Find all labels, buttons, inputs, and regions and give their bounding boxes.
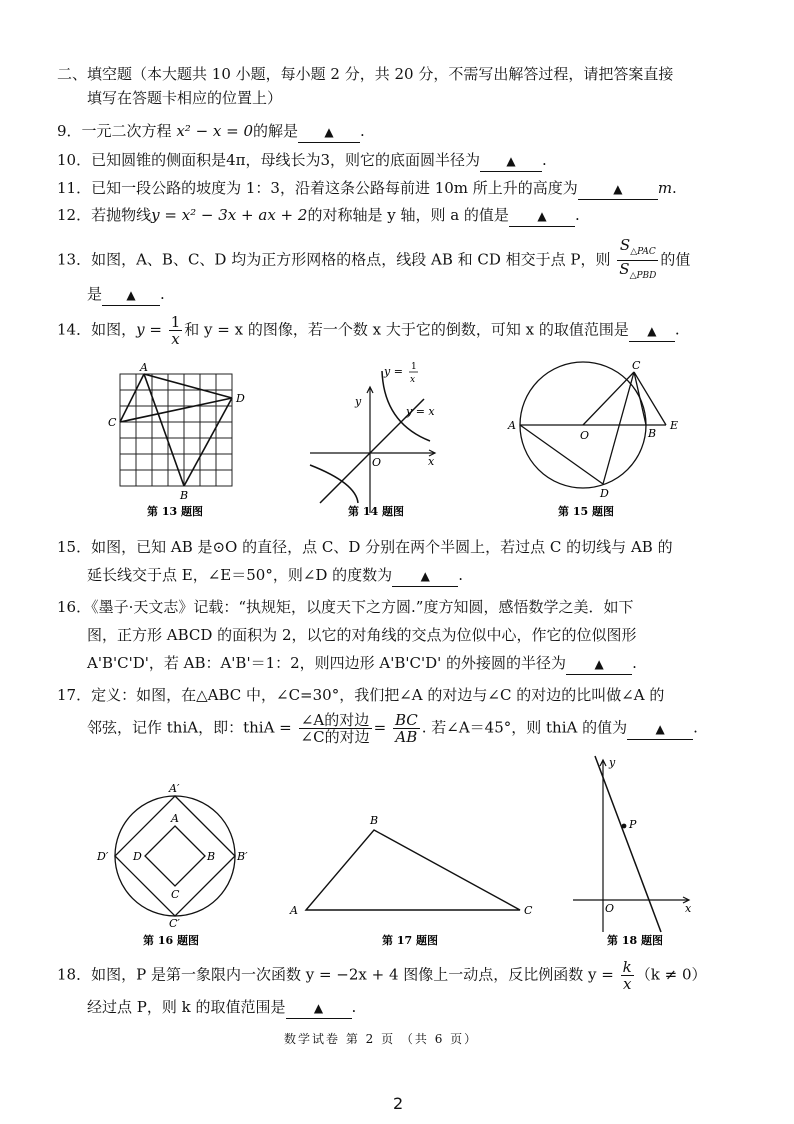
svg-text:P: P	[629, 818, 637, 831]
question-16: 16．《墨子·天文志》记载：“执规矩，以度天下之方圆.”度方知圆，感悟数学之美．如下	[57, 598, 634, 616]
thiA-definition-fraction: $\frac{\text{∠A的对边}}{\text{∠C的对边}}$	[300, 711, 370, 746]
svg-text:A′: A′	[169, 782, 180, 795]
answer-blank: ▲	[578, 178, 658, 200]
question-15-cont: 延长线交于点 E，∠E＝50°，则∠D 的度数为 ▲ .	[87, 565, 463, 587]
figure-13	[100, 360, 260, 520]
page-footer: 数学试卷 第 2 页 （共 6 页）	[284, 1032, 479, 1046]
question-9: 9．一元二次方程 x² − x = 0的解是 ▲ .	[57, 121, 365, 143]
answer-blank: ▲	[102, 284, 160, 306]
answer-blank: ▲	[480, 150, 542, 172]
question-10: 10．已知圆锥的侧面积是4π，母线长为3，则它的底面圆半径为 ▲ .	[57, 150, 547, 172]
section-heading-cont: 填写在答题卡相应的位置上）	[87, 89, 283, 107]
question-18: 18．如图，P 是第一象限内一次函数 y = −2x + 4 图像上一动点，反比例函数 y = $\frac{k}{x}$ （k ≠ 0）	[57, 958, 707, 993]
figure-17	[282, 808, 542, 948]
svg-text:x: x	[685, 902, 692, 915]
page-number: 2	[393, 1094, 404, 1113]
question-17-cont: 邻弦，记作 thiA，即：thiA = $\frac{\text{∠A的对边}}{\text{∠C的对边}}$ = $\frac{BC}{AB}$ . 若∠A＝45°，则 thiA 的值为 ▲ .	[87, 711, 698, 746]
svg-text:B′: B′	[237, 850, 248, 863]
question-16-cont: 图，正方形 ABCD 的面积为 2，以它的对角线的交点为位似中心，作它的位似图形	[87, 626, 637, 644]
fig14-caption: 第 14 题图	[348, 505, 404, 518]
question-13-cont: 是 ▲ .	[87, 284, 165, 306]
svg-text:A: A	[171, 812, 179, 825]
svg-text:1: 1	[411, 362, 417, 372]
label-A: A	[140, 361, 148, 374]
answer-blank: ▲	[629, 320, 675, 342]
question-17: 17．定义：如图，在△ABC 中，∠C=30°，我们把∠A 的对边与∠C 的对边的比叫做∠A 的	[57, 686, 665, 704]
label-C: C	[108, 416, 117, 429]
question-13: 13．如图，A、B、C、D 均为正方形网格的格点，线段 AB 和 CD 相交于点 P，则 $\frac{S_{\triangle PAC}}{S_{\triangle PBD}}$ 的值	[57, 237, 690, 284]
fig18-caption: 第 18 题图	[607, 934, 663, 947]
question-16-cont2: A'B'C'D'，若 AB：A'B'＝1：2，则四边形 A'B'C'D' 的外接圆的半径为 ▲ .	[87, 653, 637, 675]
label-B: B	[180, 489, 189, 502]
question-18-cont: 经过点 P，则 k 的取值范围是 ▲ .	[87, 997, 356, 1019]
svg-text:C: C	[171, 888, 180, 901]
svg-text:E: E	[670, 419, 679, 432]
svg-text:y: y	[609, 756, 616, 769]
fig15-caption: 第 15 题图	[558, 505, 614, 518]
point-P	[622, 824, 627, 829]
answer-blank: ▲	[627, 718, 693, 740]
svg-text:O: O	[580, 429, 590, 442]
svg-text:O: O	[372, 456, 382, 469]
svg-text:x: x	[410, 375, 416, 385]
svg-text:B: B	[207, 850, 216, 863]
svg-text:B: B	[370, 814, 379, 827]
question-15: 15．如图，已知 AB 是⊙O 的直径，点 C、D 分别在两个半圆上，若过点 C 的切线与 AB 的	[57, 538, 673, 556]
svg-text:y =: y =	[384, 365, 403, 378]
question-11: 11．已知一段公路的坡度为 1：3，沿着这条公路每前进 10m 所上升的高度为 ▲ m.	[57, 178, 677, 200]
answer-blank: ▲	[298, 121, 360, 143]
figure-18	[565, 752, 700, 948]
fig17-caption: 第 17 题图	[382, 934, 438, 947]
question-12: 12．若抛物线y = x² − 3x + ax + 2的对称轴是 y 轴，则 a 的值是 ▲ .	[57, 205, 580, 227]
svg-text:D: D	[600, 487, 609, 500]
inverse-function-fraction: $\frac{k}{x}$	[622, 958, 632, 993]
svg-text:A: A	[508, 419, 516, 432]
svg-text:D: D	[133, 850, 142, 863]
hyperbola-branch-2	[310, 465, 358, 503]
svg-text:B: B	[648, 427, 657, 440]
svg-text:A: A	[290, 904, 298, 917]
svg-text:x: x	[428, 455, 435, 468]
section-heading: 二、填空题（本大题共 10 小题，每小题 2 分，共 20 分，不需写出解答过程，请把答案直接	[57, 65, 674, 83]
figure-16	[95, 776, 265, 948]
reciprocal-fraction: $\frac{1}{x}$	[170, 313, 181, 348]
svg-text:y: y	[355, 395, 362, 408]
fig16-caption: 第 16 题图	[143, 934, 199, 947]
svg-text:C: C	[524, 904, 533, 917]
question-14: 14．如图，y = $\frac{1}{x}$ 和 y = x 的图像，若一个数 x 大于它的倒数，可知 x 的取值范围是 ▲ .	[57, 313, 680, 348]
answer-blank: ▲	[509, 205, 575, 227]
svg-text:O: O	[605, 902, 615, 915]
answer-blank: ▲	[392, 565, 458, 587]
area-ratio-fraction: $\frac{S_{\triangle PAC}}{S_{\triangle PBD}}$	[619, 236, 657, 281]
bc-ab-fraction: $\frac{BC}{AB}$	[394, 711, 418, 746]
answer-blank: ▲	[566, 653, 632, 675]
svg-text:C: C	[632, 359, 641, 372]
svg-text:D′: D′	[97, 850, 109, 863]
label-D: D	[236, 392, 245, 405]
figure-15	[500, 355, 690, 523]
fig13-caption: 第 13 题图	[147, 505, 203, 518]
svg-text:y = x: y = x	[406, 405, 435, 418]
svg-text:C′: C′	[169, 917, 180, 930]
figure-14	[300, 353, 450, 523]
answer-blank: ▲	[286, 997, 352, 1019]
